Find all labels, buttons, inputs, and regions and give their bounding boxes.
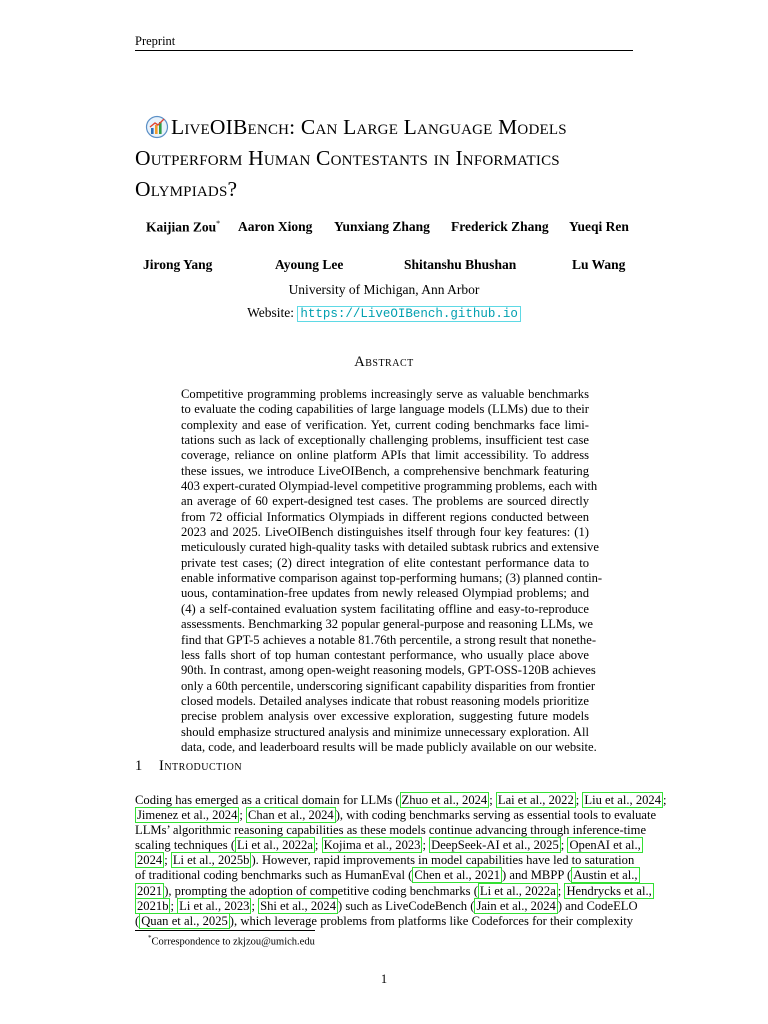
abstract-line: private test cases; (2) direct integration of elite contestant performance data to — [181, 555, 589, 570]
citation-link[interactable]: Li et al., 2022a — [237, 838, 313, 853]
abstract-line: to evaluate the coding capabilities of large language models (LLMs) due to their — [181, 402, 589, 417]
intro-paragraph — [135, 793, 667, 929]
section-number: 1 — [135, 758, 143, 774]
citation-link[interactable]: Zhuo et al., 2024 — [401, 793, 488, 807]
abstract-line: assessments. Benchmarking 32 popular general-purpose and reasoning LLMs, we — [181, 617, 593, 632]
abstract-line: less falls short of top human contestant performance, who usually place above — [181, 647, 589, 662]
citation-link[interactable]: OpenAI et al., — [569, 838, 641, 853]
abstract-line: tations such as lack of exceptionally challenging problems, insufficient test case — [181, 433, 589, 448]
citation-link[interactable]: 2024 — [137, 853, 163, 868]
citation-link[interactable]: 2021 — [137, 883, 163, 898]
footnote-text: Correspondence to zkjzou@umich.edu — [151, 936, 315, 948]
citation-link[interactable]: Austin et al., — [573, 868, 638, 883]
citation-link[interactable]: Jain et al., 2024 — [476, 898, 556, 913]
header-rule — [135, 50, 633, 51]
author-name: Lu Wang — [572, 257, 626, 272]
intro-text: ; — [251, 898, 259, 913]
intro-text: ), which leverage problems from platforms like Codeforces for their complexity — [229, 913, 633, 928]
citation-link[interactable]: Shi et al., 2024 — [260, 898, 337, 913]
intro-text: ) such as LiveCodeBench ( — [338, 898, 475, 913]
intro-text: ; — [314, 838, 322, 853]
abstract-body — [181, 387, 603, 755]
website-line — [135, 305, 633, 321]
intro-text: ; — [164, 853, 171, 868]
title-text-1: LiveOIBench: Can Large Language Models — [171, 115, 567, 139]
intro-text: LLMs’ algorithmic reasoning capabilities as these models continue advancing through inference-time — [135, 823, 647, 838]
intro-text: ), with coding benchmarks serving as essential tools to evaluate — [335, 808, 657, 823]
citation-link[interactable]: Li et al., 2023 — [179, 898, 250, 913]
abstract-line: closed models. Detailed analyses indicate that robust reasoning models prioritize — [181, 693, 589, 708]
intro-text: scaling techniques ( — [135, 838, 236, 853]
abstract-line: 90th. In contrast, among open-weight reasoning models, GPT-OSS-120B achieves — [181, 663, 596, 678]
abstract-line: Competitive programming problems increasingly serve as valuable benchmarks — [181, 387, 589, 401]
citation-link[interactable]: Kojima et al., 2023 — [323, 838, 421, 853]
abstract-line: find that GPT-5 achieves a notable 81.76th percentile, a strong result that nonethe- — [181, 632, 597, 647]
author-name: Jirong Yang — [143, 257, 213, 272]
citation-link[interactable]: 2021b — [137, 898, 169, 913]
abstract-line: precise problem analysis over excessive exploration, suggesting future models — [181, 709, 589, 724]
abstract-line: complexity and ease of verification. Yet, current coding benchmarks face limi- — [181, 417, 589, 432]
intro-text: ; — [663, 793, 667, 807]
citation-link[interactable]: Chen et al., 2021 — [414, 868, 501, 883]
intro-text: ; — [557, 883, 565, 898]
section-title: Introduction — [159, 758, 243, 774]
citation-link[interactable]: Li et al., 2025b — [172, 853, 250, 868]
author-name: Frederick Zhang — [451, 219, 549, 234]
citation-link[interactable]: Lai et al., 2022 — [497, 793, 574, 807]
intro-line — [135, 898, 638, 914]
intro-line — [135, 853, 633, 868]
author-name: Yueqi Ren — [569, 219, 629, 234]
title-line-3: Olympiads? — [135, 177, 238, 201]
citation-link[interactable]: Li et al., 2022a — [479, 883, 556, 898]
intro-line — [135, 868, 638, 883]
intro-line — [135, 914, 633, 929]
abstract-line: data, code, and leaderboard results will be made publicly available on our website. — [181, 739, 597, 754]
intro-text: ) and MBPP ( — [502, 868, 572, 883]
abstract-line: enable informative comparison against top-performing humans; (3) planned contin- — [181, 571, 603, 586]
author-name: Yunxiang Zhang — [334, 219, 430, 234]
section-heading — [135, 758, 242, 775]
citation-link[interactable]: Liu et al., 2024 — [584, 793, 662, 807]
intro-text: ; — [575, 793, 583, 807]
intro-line — [135, 883, 652, 899]
footnote-mark: * — [148, 934, 152, 942]
footnote-rule — [135, 930, 315, 931]
website-label: Website: — [247, 305, 294, 320]
abstract-line: coverage, reliance on online platform APIs that limit accessibility. To address — [181, 448, 589, 463]
citation-link[interactable]: Jimenez et al., 2024 — [137, 808, 238, 823]
page-number: 1 — [380, 972, 388, 986]
author-name: Aaron Xiong — [238, 219, 313, 234]
running-head: Preprint — [135, 34, 176, 48]
paper-title — [135, 112, 645, 205]
intro-line — [135, 793, 667, 808]
intro-text: ; — [560, 838, 568, 853]
author-name: Kaijian Zou* — [146, 219, 221, 235]
abstract-line: 2023 and 2025. LiveOIBench distinguishes itself through four key features: (1) — [181, 525, 589, 540]
abstract-line: should emphasize structured analysis and minimize unnecessary exploration. All — [181, 724, 589, 739]
citation-link[interactable]: DeepSeek-AI et al., 2025 — [431, 838, 559, 853]
intro-text: ; — [239, 808, 247, 823]
abstract-line: from 72 official Informatics Olympiads in different regions conducted between — [181, 509, 589, 524]
intro-text: ; — [489, 793, 496, 807]
affiliation: University of Michigan, Ann Arbor — [288, 282, 480, 297]
author-name: Shitanshu Bhushan — [404, 257, 517, 272]
title-line-2: Outperform Human Contestants in Informatics — [135, 146, 560, 170]
abstract-line: uous, contamination-free updates from newly released Olympiad problems; and — [181, 586, 589, 601]
abstract-line: an average of 60 expert-designed test cases. The problems are sourced directly — [181, 494, 589, 509]
intro-text: ( — [135, 913, 140, 928]
intro-text: ), prompting the adoption of competitive coding benchmarks ( — [164, 883, 478, 898]
citation-link[interactable]: Chan et al., 2024 — [248, 808, 334, 823]
intro-text: ) and CodeELO — [557, 898, 638, 913]
citation-link[interactable]: Hendrycks et al., — [566, 883, 652, 898]
intro-text: ; — [422, 838, 430, 853]
abstract-heading: Abstract — [354, 354, 414, 370]
chart-logo-icon — [145, 115, 169, 139]
intro-text: Coding has emerged as a critical domain for LLMs ( — [135, 793, 400, 807]
intro-line — [135, 823, 647, 838]
title-line-1 — [135, 112, 645, 143]
abstract-line: 403 expert-curated Olympiad-level competitive programming problems, each with — [181, 479, 598, 494]
intro-line — [135, 838, 641, 853]
intro-text: ; — [170, 898, 178, 913]
citation-link[interactable]: Quan et al., 2025 — [141, 913, 228, 928]
abstract-line: only a 60th percentile, underscoring significant capability disparities from frontier — [181, 678, 596, 693]
intro-text: ). However, rapid improvements in model capabilities have led to saturation — [251, 853, 635, 868]
abstract-line: (4) a self-contained evaluation system facilitating offline and easy-to-reproduce — [181, 601, 589, 616]
abstract-line: these issues, we introduce LiveOIBench, a comprehensive benchmark featuring — [181, 463, 589, 478]
intro-text: of traditional coding benchmarks such as HumanEval ( — [135, 868, 413, 883]
intro-line — [135, 808, 657, 823]
footnote — [148, 934, 315, 948]
author-name: Ayoung Lee — [275, 257, 344, 272]
abstract-line: meticulously curated high-quality tasks with detailed subtask rubrics and extensive — [181, 540, 599, 555]
website-link[interactable]: https://LiveOIBench.github.io — [297, 306, 521, 322]
